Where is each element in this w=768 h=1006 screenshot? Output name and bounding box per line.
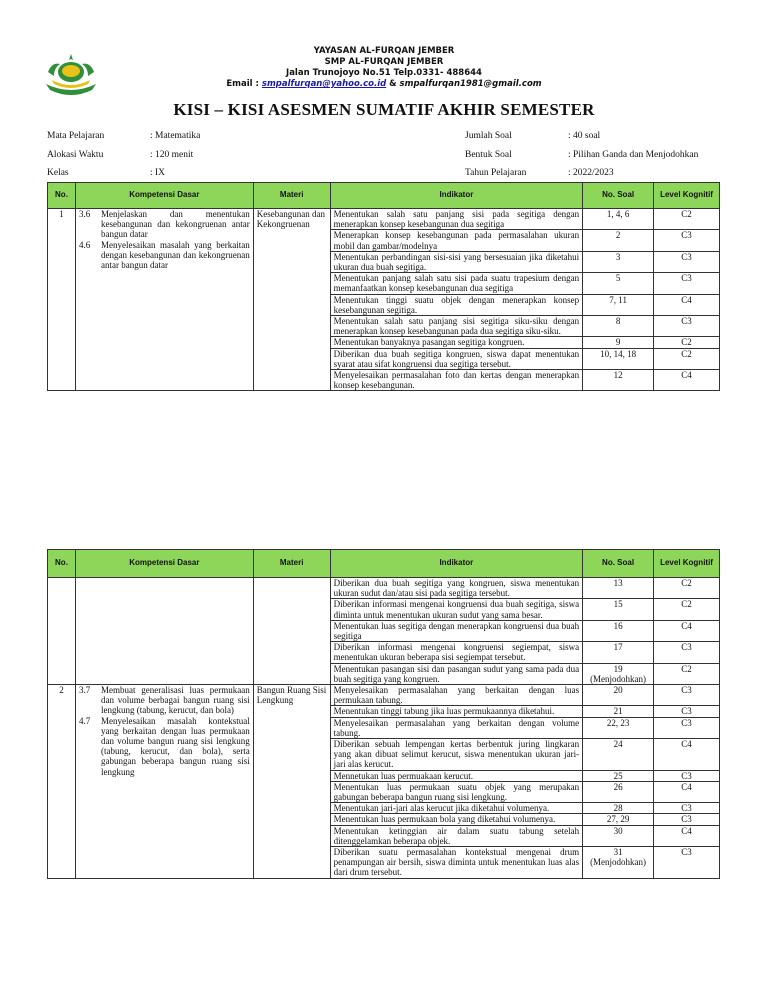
level-cell: C4 bbox=[654, 294, 720, 315]
indikator-cell: Diberikan suatu permasalahan kontekstual mengenai drum penampungan air bersih, siswa diminta untuk menentukan luas alas dari drum tersebut. bbox=[330, 847, 582, 879]
nosoal-cell: 31 (Menjodohkan) bbox=[583, 847, 654, 879]
level-cell: C2 bbox=[654, 663, 720, 684]
indikator-cell: Menyelesaikan permasalahan foto dan kertas dengan menerapkan konsep kesebangunan. bbox=[330, 370, 583, 391]
level-cell: C2 bbox=[654, 337, 720, 348]
foundation-name: YAYASAN AL-FURQAN JEMBER bbox=[313, 46, 455, 56]
meta-value: : Pilihan Ganda dan Menjodohkan bbox=[568, 150, 699, 160]
col-header-nosoal: No. Soal bbox=[583, 550, 654, 578]
level-cell: C3 bbox=[654, 251, 720, 272]
row-number-empty bbox=[48, 578, 76, 685]
indikator-cell: Menentukan banyaknya pasangan segitiga kongruen. bbox=[330, 337, 583, 348]
email-separator: & bbox=[386, 79, 400, 89]
indikator-cell: Menentukan luas permukaan suatu objek yang merupakan gabungan beberapa bangun ruang sisi lengkung. bbox=[330, 781, 582, 802]
meta-value: : 40 soal bbox=[568, 131, 601, 141]
meta-label: Jumlah Soal bbox=[465, 131, 512, 141]
level-cell: C3 bbox=[654, 230, 720, 251]
indikator-cell: Diberikan informasi mengenai kongruensi dua buah segitiga, siswa diminta untuk menentukan ukuran sudut yang sama besar. bbox=[330, 599, 582, 620]
col-header-indikator: Indikator bbox=[330, 183, 583, 209]
meta-value: : 2022/2023 bbox=[568, 168, 614, 178]
col-header-kd: Kompetensi Dasar bbox=[75, 183, 253, 209]
email-line bbox=[0, 79, 768, 90]
level-cell: C3 bbox=[654, 770, 720, 781]
level-cell: C3 bbox=[654, 717, 720, 738]
indikator-cell: Menerapkan konsep kesebangunan pada permasalahan ukuran mobil dan gambar/modelnya bbox=[330, 230, 583, 251]
nosoal-cell: 21 bbox=[583, 706, 654, 717]
col-header-no: No. bbox=[48, 183, 76, 209]
col-header-level: Level Kognitif bbox=[654, 183, 720, 209]
indikator-cell: Menentukan luas permukaan bola yang diketahui volumenya. bbox=[330, 814, 582, 825]
kd-cell bbox=[75, 685, 253, 879]
indikator-cell: Diberikan dua buah segitiga kongruen, siswa dapat menentukan syarat atau sifat kongruensi dua segitiga tersebut. bbox=[330, 348, 583, 369]
kisi-table-2 bbox=[47, 549, 720, 879]
kd-item bbox=[79, 209, 250, 240]
materi-cell: Kesebangunan dan Kekongruenan bbox=[253, 209, 330, 391]
document-title: KISI – KISI ASESMEN SUMATIF AKHIR SEMESTER bbox=[173, 100, 595, 119]
level-cell: C4 bbox=[654, 370, 720, 391]
materi-cell: Bangun Ruang Sisi Lengkung bbox=[253, 685, 330, 879]
nosoal-cell: 13 bbox=[583, 578, 654, 599]
meta-value: : 120 menit bbox=[150, 150, 194, 160]
kd-text: Membuat generalisasi luas permukaan dan volume berbagai bangun ruang sisi lengkung (tabung, kerucut, dan bola) bbox=[100, 685, 250, 716]
nosoal-cell: 5 bbox=[583, 273, 654, 294]
level-cell: C3 bbox=[654, 847, 720, 879]
nosoal-cell: 15 bbox=[583, 599, 654, 620]
indikator-cell: Menentukan ketinggian air dalam suatu tabung setelah ditenggelamkan beberapa objek. bbox=[330, 825, 582, 846]
nosoal-cell: 2 bbox=[583, 230, 654, 251]
col-header-materi: Materi bbox=[253, 550, 330, 578]
nosoal-cell: 27, 29 bbox=[583, 814, 654, 825]
level-cell: C2 bbox=[654, 578, 720, 599]
level-cell: C2 bbox=[654, 348, 720, 369]
indikator-cell: Diberikan informasi mengenai kongruensi segiempat, siswa menentukan ukuran beberapa sisi segiempat tersebut. bbox=[330, 642, 582, 663]
kd-text: Menyelesaikan masalah yang berkaitan dengan kesebangunan dan kekongruenan antar bangun datar bbox=[100, 239, 250, 271]
kd-number: 3.6 bbox=[78, 209, 91, 219]
nosoal-cell: 19 (Menjodohkan) bbox=[583, 663, 654, 684]
letterhead bbox=[0, 40, 768, 95]
indikator-cell: Menentukan panjang salah satu sisi pada suatu trapesium dengan memanfaatkan konsep kesebangunan dua segitiga bbox=[330, 273, 583, 294]
email-label: Email : bbox=[226, 79, 262, 89]
school-address: Jalan Trunojoyo No.51 Telp.0331- 488644 bbox=[286, 68, 482, 78]
level-cell: C2 bbox=[654, 599, 720, 620]
nosoal-cell: 28 bbox=[583, 803, 654, 814]
nosoal-cell: 20 bbox=[583, 685, 654, 706]
meta-left bbox=[47, 130, 307, 180]
indikator-cell: Menentukan tinggi tabung jika luas permukaannya diketahui. bbox=[330, 706, 582, 717]
email-link-1[interactable]: smpalfurqan@yahoo.co.id bbox=[261, 79, 387, 89]
level-cell: C4 bbox=[654, 825, 720, 846]
kd-text: Menjelaskan dan menentukan kesebangunan dan kekongruenan antar bangun datar bbox=[100, 209, 250, 240]
nosoal-cell: 17 bbox=[583, 642, 654, 663]
nosoal-cell: 30 bbox=[583, 825, 654, 846]
nosoal-cell: 10, 14, 18 bbox=[583, 348, 654, 369]
level-cell: C3 bbox=[654, 273, 720, 294]
level-cell: C4 bbox=[654, 739, 720, 771]
level-cell: C2 bbox=[654, 209, 720, 230]
meta-value: : IX bbox=[150, 168, 166, 178]
kisi-table-1 bbox=[47, 182, 720, 391]
table-row bbox=[48, 578, 720, 599]
indikator-cell: Menentukan pasangan sisi dan pasangan sudut yang sama pada dua buah segitiga yang kongruen. bbox=[330, 663, 582, 684]
school-name: SMP AL-FURQAN JEMBER bbox=[324, 57, 444, 67]
level-cell: C3 bbox=[654, 316, 720, 337]
nosoal-cell: 7, 11 bbox=[583, 294, 654, 315]
indikator-cell: Menentukan jari-jari alas kerucut jika diketahui volumenya. bbox=[330, 803, 582, 814]
indikator-cell: Menentukan salah satu panjang sisi segitiga siku-siku dengan menerapkan konsep kesebangunan pada dua segitiga siku-siku. bbox=[330, 316, 583, 337]
kd-cell bbox=[75, 209, 253, 391]
row-number: 2 bbox=[48, 685, 76, 879]
col-header-no: No. bbox=[48, 550, 76, 578]
indikator-cell: Menentukan luas segitiga dengan menerapkan kongruensi dua buah segitiga bbox=[330, 620, 582, 641]
indikator-cell: Menyelesaikan permasalahan yang berkaitan dengan luas permukaan tabung. bbox=[330, 685, 582, 706]
kd-number: 4.7 bbox=[78, 715, 91, 726]
letterhead-text bbox=[0, 46, 768, 90]
meta-label: Bentuk Soal bbox=[465, 150, 512, 160]
level-cell: C3 bbox=[654, 803, 720, 814]
materi-cell-empty bbox=[253, 578, 330, 685]
nosoal-cell: 16 bbox=[583, 620, 654, 641]
nosoal-cell: 26 bbox=[583, 781, 654, 802]
table-row bbox=[48, 209, 720, 230]
indikator-cell: Diberikan sebuah lempengan kertas berbentuk juring lingkaran yang akan dibuat selimut kerucut, siswa menentukan ukuran jari-jari alas kerucut. bbox=[330, 739, 582, 771]
meta-label: Alokasi Waktu bbox=[47, 150, 104, 160]
indikator-cell: Menyelesaikan permasalahan yang berkaitan dengan volume tabung. bbox=[330, 717, 582, 738]
col-header-kd: Kompetensi Dasar bbox=[75, 550, 253, 578]
kd-text: Menyelesaikan masalah kontekstual yang berkaitan dengan luas permukaan dan volume bangun ruang sisi lengkung (tabung, kerucut, dan bola), serta gabungan beberapa bangun ruang sisi lengkung bbox=[100, 715, 250, 777]
indikator-cell: Menentukan tinggi suatu objek dengan menerapkan konsep kesebangunan segitiga. bbox=[330, 294, 583, 315]
level-cell: C3 bbox=[654, 642, 720, 663]
nosoal-cell: 3 bbox=[583, 251, 654, 272]
meta-value: : Matematika bbox=[150, 131, 201, 141]
row-number: 1 bbox=[48, 209, 76, 391]
col-header-indikator: Indikator bbox=[330, 550, 582, 578]
nosoal-cell: 22, 23 bbox=[583, 717, 654, 738]
level-cell: C3 bbox=[654, 814, 720, 825]
meta-label: Kelas bbox=[47, 168, 69, 178]
level-cell: C3 bbox=[654, 706, 720, 717]
nosoal-cell: 8 bbox=[583, 316, 654, 337]
nosoal-cell: 1, 4, 6 bbox=[583, 209, 654, 230]
level-cell: C3 bbox=[654, 685, 720, 706]
kd-number: 4.6 bbox=[78, 239, 91, 250]
kd-item bbox=[79, 240, 250, 271]
nosoal-cell: 24 bbox=[583, 739, 654, 771]
indikator-cell: Mennetukan luas permuakaan kerucut. bbox=[330, 770, 582, 781]
kd-item bbox=[79, 685, 250, 716]
kd-cell-empty bbox=[75, 578, 253, 685]
table-row bbox=[48, 685, 720, 706]
meta-right bbox=[465, 130, 725, 180]
indikator-cell: Menentukan salah satu panjang sisi pada segitiga dengan menerapkan konsep kesebangunan dua segitiga bbox=[330, 209, 583, 230]
level-cell: C4 bbox=[654, 620, 720, 641]
kd-item bbox=[79, 716, 250, 777]
kd-number: 3.7 bbox=[78, 685, 91, 696]
col-header-nosoal: No. Soal bbox=[583, 183, 654, 209]
meta-label: Tahun Pelajaran bbox=[465, 168, 527, 178]
col-header-materi: Materi bbox=[253, 183, 330, 209]
nosoal-cell: 25 bbox=[583, 770, 654, 781]
meta-label: Mata Pelajaran bbox=[47, 131, 105, 141]
col-header-level: Level Kognitif bbox=[654, 550, 720, 578]
indikator-cell: Diberikan dua buah segitiga yang kongruen, siswa menentukan ukuran sudut dan/atau sisi pada segitiga tersebut. bbox=[330, 578, 582, 599]
indikator-cell: Menentukan perbandingan sisi-sisi yang bersesuaian jika diketahui ukuran dua buah segitiga. bbox=[330, 251, 583, 272]
nosoal-cell: 12 bbox=[583, 370, 654, 391]
nosoal-cell: 9 bbox=[583, 337, 654, 348]
email-2: smpalfurqan1981@gmail.com bbox=[399, 79, 542, 89]
level-cell: C4 bbox=[654, 781, 720, 802]
